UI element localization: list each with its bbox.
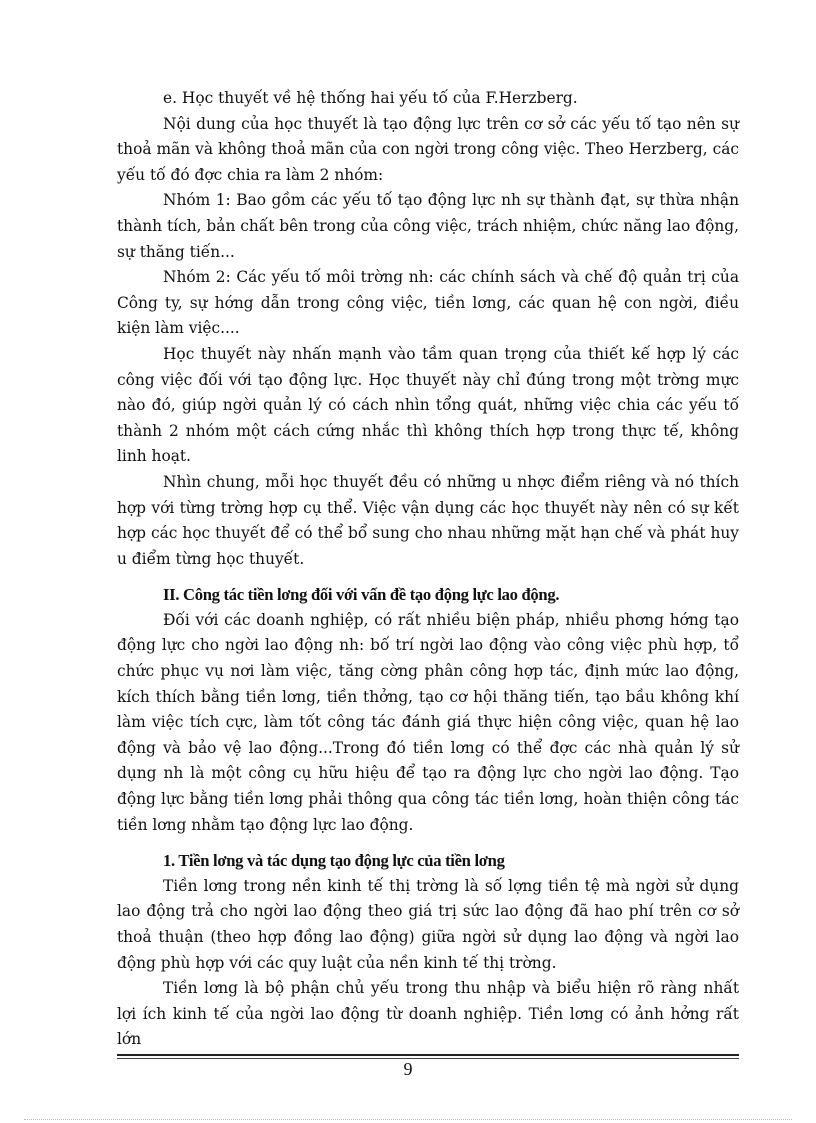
paragraph: Tiền lơng trong nền kinh tế thị trờng là số lợng tiền tệ mà ngời sử dụng lao động trả cho ngời lao động theo giá trị sức lao động đã hao phí trên cơ sở thoả thuận (theo hợp đồng lao động) giữa ngời sử dụng lao động và ngời lao động phù hợp với các quy luật của nền kinh tế thị trờng. [117, 876, 739, 972]
footer-divider [117, 1054, 739, 1056]
document-body [117, 86, 739, 1053]
section-heading: II. Công tác tiền lơng đối với vấn đề tạo động lực lao động. [163, 585, 560, 605]
paragraph: Học thuyết này nhấn mạnh vào tầm quan trọng của thiết kế hợp lý các công việc đối với tạo động lực. Học thuyết này chỉ đúng trong một trờng mực nào đó, giúp ngời quản lý có cách nhìn tổng quát, những việc chia các yếu tố thành 2 nhóm một cách cứng nhắc thì không thích hợp trong thực tế, không linh hoạt. [117, 344, 739, 466]
paragraph: Tiền lơng là bộ phận chủ yếu trong thu nhập và biểu hiện rõ ràng nhất lợi ích kinh tế của ngời lao động từ doanh nghiệp. Tiền lơng có ảnh hởng rất lớn [117, 979, 739, 1049]
paragraph-group-2: Nhóm 2: Các yếu tố môi trờng nh: các chính sách và chế độ quản trị của Công ty, sự hớng dẫn trong công việc, tiền lơng, các quan hệ con ngời, điều kiện làm việc.... [117, 268, 739, 338]
paragraph: Nội dung của học thuyết là tạo động lực trên cơ sở các yếu tố tạo nên sự thoả mãn và không thoả mãn của con ngời trong công việc. Theo Herzberg, các yếu tố đó đợc chia ra làm 2 nhóm: [117, 114, 739, 184]
paragraph-group-1: Nhóm 1: Bao gồm các yếu tố tạo động lực nh sự thành đạt, sự thừa nhận thành tích, bản chất bên trong của công việc, trách nhiệm, chức năng lao động, sự thăng tiến... [117, 191, 739, 261]
paragraph: Đối với các doanh nghiệp, có rất nhiều biện pháp, nhiều phơng hớng tạo động lực cho ngời lao động nh: bố trí ngời lao động vào công việc phù hợp, tổ chức phục vụ nơi làm việc, tăng cờng phân công hợp tác, định mức lao động, kích thích bằng tiền lơng, tiền thởng, tạo cơ hội thăng tiến, tạo bầu không khí làm việc tích cực, làm tốt công tác đánh giá thực hiện công việc, quan hệ lao động và bảo vệ lao động...Trong đó tiền lơng có thể đợc các nhà quản lý sử dụng nh là một công cụ hữu hiệu để tạo ra động lực cho ngời lao động. Tạo động lực bằng tiền lơng phải thông qua công tác tiền lơng, hoàn thiện công tác tiền lơng nhằm tạo động lực lao động. [117, 610, 739, 834]
paragraph: Nhìn chung, mỗi học thuyết đều có những u nhợc điểm riêng và nó thích hợp với từng trờng hợp cụ thể. Việc vận dụng các học thuyết này nên có sự kết hợp các học thuyết để có thể bổ sung cho nhau những mặt hạn chế và phát huy u điểm từng học thuyết. [117, 472, 739, 568]
page-number: 9 [403, 1059, 413, 1079]
subsection-heading: 1. Tiền lơng và tác dụng tạo động lực của tiền lơng [163, 851, 505, 871]
subsection-title-herzberg: e. Học thuyết về hệ thống hai yếu tố của F.Herzberg. [163, 89, 578, 107]
page-edge-divider [24, 1119, 792, 1120]
